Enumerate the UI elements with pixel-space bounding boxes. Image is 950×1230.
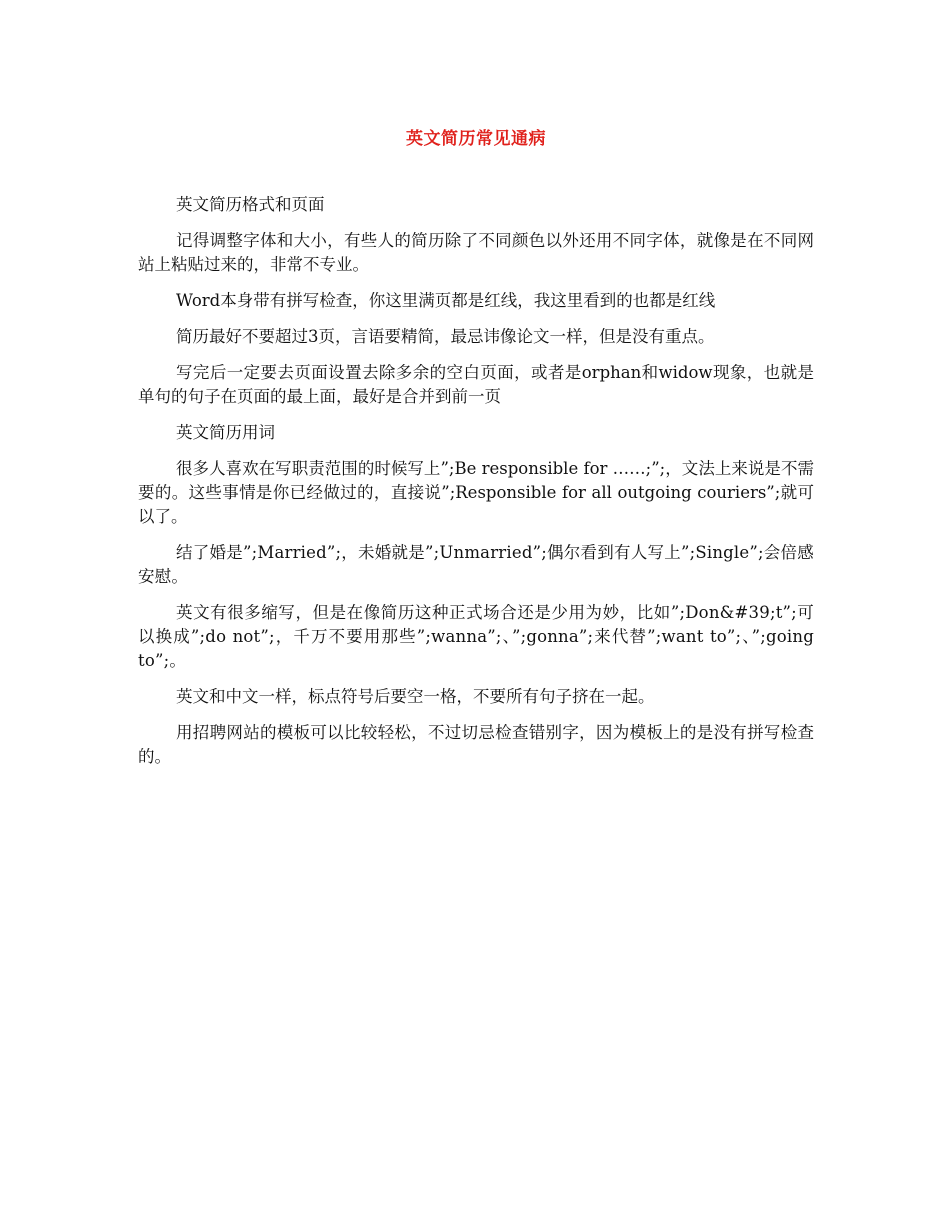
section-heading-format: 英文简历格式和页面 [176, 195, 325, 214]
paragraph-punctuation: 英文和中文一样，标点符号后要空一格，不要所有句子挤在一起。 [176, 687, 655, 706]
paragraph-length: 简历最好不要超过3页，言语要精简，最忌讳像论文一样，但是没有重点。 [176, 327, 715, 346]
paragraph-templates: 用招聘网站的模板可以比较轻松，不过切忌检查错别字，因为模板上的是没有拼写检查的。 [138, 723, 814, 766]
paragraph-blank-pages: 写完后一定要去页面设置去除多余的空白页面，或者是orphan和widow现象，也就是单句的句子在页面的最上面，最好是合并到前一页 [138, 363, 814, 406]
paragraph-spellcheck: Word本身带有拼写检查，你这里满页都是红线，我这里看到的也都是红线 [176, 291, 716, 310]
document-body [138, 193, 814, 781]
paragraph-responsible: 很多人喜欢在写职责范围的时候写上”;Be responsible for ……;”;，文法上来说是不需要的。这些事情是你已经做过的，直接说”;Responsible for all outgoing couriers”;就可以了。 [138, 459, 814, 526]
paragraph-married: 结了婚是”;Married”;，未婚就是”;Unmarried”;偶尔看到有人写上”;Single”;会倍感安慰。 [138, 543, 814, 586]
paragraph-font: 记得调整字体和大小，有些人的简历除了不同颜色以外还用不同字体，就像是在不同网站上粘贴过来的，非常不专业。 [138, 231, 814, 274]
section-heading-wording: 英文简历用词 [176, 423, 275, 442]
paragraph-abbreviations: 英文有很多缩写，但是在像简历这种正式场合还是少用为妙，比如”;Don&#39;t”;可以换成”;do not”;，千万不要用那些”;wanna”;、”;gonna”;来代替”;want to”;、”;going to”;。 [138, 603, 814, 670]
document-title: 英文简历常见通病 [406, 129, 546, 149]
